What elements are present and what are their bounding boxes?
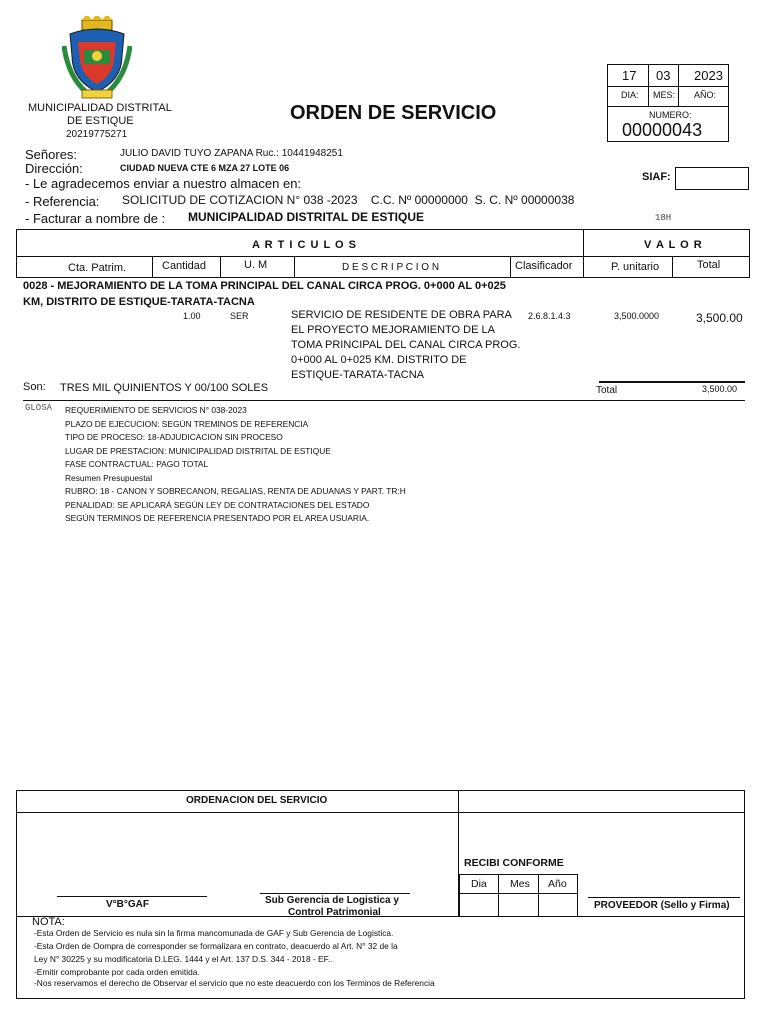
senores-value: JULIO DAVID TUYO ZAPANA Ruc.: 10441948251 [120, 148, 343, 159]
date-day: 17 [622, 68, 637, 83]
col-descripcion: D E S C R I P C I O N [342, 262, 440, 273]
item-total: 3,500.00 [696, 311, 743, 325]
item-desc-line1: SERVICIO DE RESIDENTE DE OBRA PARA [291, 309, 512, 321]
glosa-line: TIPO DE PROCESO: 18-ADJUDICACION SIN PROCESO [65, 432, 283, 442]
nota-line: -Nos reservamos el derecho de Observar el servicio que no este deacuerdo con los Terminos de Referencia [34, 977, 435, 988]
nota-line: -Esta Orden de Oompra de corresponder se formalizara en contrato, deacuerdo al Art. N° 32 de la [34, 941, 398, 952]
entity-ruc: 20219775271 [66, 129, 128, 140]
glosa-line: Resumen Presupuestal [65, 472, 153, 483]
col-cantidad: Cantidad [162, 260, 207, 272]
subgerencia-signature-line2: Control Patrimonial [288, 907, 381, 918]
subgerencia-signature-line1: Sub Gerencia de Logistica y [265, 895, 399, 906]
glosa-line: FASE CONTRACTUAL: PAGO TOTAL [65, 459, 209, 469]
project-group-line1: 0028 - MEJORAMIENTO DE LA TOMA PRINCIPAL DEL CANAL CIRCA PROG. 0+000 AL 0+025 [23, 280, 506, 292]
document-title: ORDEN DE SERVICIO [290, 102, 497, 124]
glosa-line: RUBRO: 18 - CANON Y SOBRECANON, REGALIAS, RENTA DE ADUANAS Y PART. TR:H [65, 486, 406, 496]
item-clasificador: 2.6.8.1.4.3 [528, 311, 571, 321]
senores-label: Señores: [25, 147, 78, 162]
referencia-label: - Referencia: [25, 194, 100, 209]
vb-gaf-signature: V°B°GAF [106, 899, 149, 910]
col-p-unitario: P. unitario [611, 261, 660, 273]
date-month-label: MES: [653, 90, 676, 100]
nota-label: NOTA: [32, 916, 65, 928]
glosa-line: PENALIDAD: SE APLICARÁ SEGÚN LEY DE CONTRATACIONES DEL ESTADO [65, 499, 370, 510]
facturar-label: - Facturar a nombre de : [25, 211, 166, 226]
siaf-label: SIAF: [642, 171, 671, 183]
nota-line: -Esta Orden de Servicio es nula sin la firma mancomunada de GAF y Sub Gerencia de Logistica. [34, 928, 394, 938]
referencia-value: SOLICITUD DE COTIZACION N° 038 -2023 C.C. Nº 00000000 S. C. Nº 00000038 [122, 193, 575, 207]
valor-header: V A L O R [644, 239, 703, 251]
glosa-lines [65, 404, 406, 526]
facturar-value: MUNICIPALIDAD DISTRITAL DE ESTIQUE [188, 210, 425, 224]
proveedor-signature: PROVEEDOR (Sello y Firma) [594, 900, 730, 911]
col-cta-patrim: Cta. Patrim. [68, 262, 127, 274]
item-desc-line4: 0+000 AL 0+025 KM. DISTRITO DE [291, 354, 467, 366]
col-clasificador: Clasificador [515, 260, 573, 272]
glosa-line: SEGÚN TERMINOS DE REFERENCIA PRESENTADO POR EL AREA USUARIA. [65, 513, 370, 523]
recibi-conforme-label: RECIBI CONFORME [464, 857, 564, 869]
articulos-header: A R T I C U L O S [252, 239, 358, 251]
date-month: 03 [656, 68, 671, 83]
order-number: 00000043 [622, 120, 703, 140]
glosa-label: GLOSA [25, 403, 53, 413]
item-desc-line5: ESTIQUE-TARATA-TACNA [291, 369, 425, 381]
nota-line: -Emitir comprobante por cada orden emitida. [34, 966, 200, 977]
entity-name-line2: DE ESTIQUE [67, 115, 134, 127]
recibi-mes: Mes [510, 878, 530, 890]
item-p-unitario: 3,500.0000 [614, 311, 660, 321]
recibi-anio: Año [548, 878, 567, 890]
date-year-label: AÑO: [694, 90, 717, 100]
son-value: TRES MIL QUINIENTOS Y 00/100 SOLES [60, 382, 269, 394]
item-desc-line3: TOMA PRINCIPAL DEL CANAL CIRCA PROG. [291, 339, 521, 351]
date-day-label: DIA: [621, 90, 639, 100]
col-um: U. M [244, 259, 268, 271]
siaf-field [675, 167, 749, 190]
glosa-line: LUGAR DE PRESTACION: MUNICIPALIDAD DISTRITAL DE ESTIQUE [65, 445, 331, 456]
order-number-label: NUMERO: [649, 110, 692, 120]
code-18h: 18H [655, 213, 672, 223]
direccion-value: CIUDAD NUEVA CTE 6 MZA 27 LOTE 06 [120, 163, 290, 173]
col-total: Total [697, 259, 721, 271]
item-desc-line2: EL PROYECTO MEJORAMIENTO DE LA [291, 324, 495, 336]
entity-name-line1: MUNICIPALIDAD DISTRITAL [28, 102, 172, 114]
ordenacion-del-servicio: ORDENACION DEL SERVICIO [186, 795, 328, 806]
item-um: SER [230, 311, 249, 321]
glosa-line: REQUERIMIENTO DE SERVICIOS N° 038-2023 [65, 405, 247, 415]
son-label: Son: [23, 381, 46, 393]
item-cantidad: 1.00 [183, 311, 201, 321]
nota-lines [34, 927, 435, 990]
glosa-line: PLAZO DE EJECUCION: SEGÚN TREMINOS DE REFERENCIA [65, 418, 309, 429]
municipal-coat-of-arms [62, 16, 132, 102]
direccion-label: Dirección: [25, 161, 83, 176]
project-group-line2: KM, DISTRITO DE ESTIQUE-TARATA-TACNA [23, 296, 255, 308]
total-label: Total [596, 385, 618, 396]
recibi-dia: Dia [471, 878, 487, 890]
agradecemos-text: - Le agradecemos enviar a nuestro almacen en: [25, 176, 302, 191]
nota-line: Ley N° 30225 y su modificatoria D.LEG. 1444 y el Art. 137 D.S. 344 - 2018 - EF.. [34, 954, 333, 965]
date-year: 2023 [694, 68, 723, 83]
total-value: 3,500.00 [702, 384, 738, 394]
